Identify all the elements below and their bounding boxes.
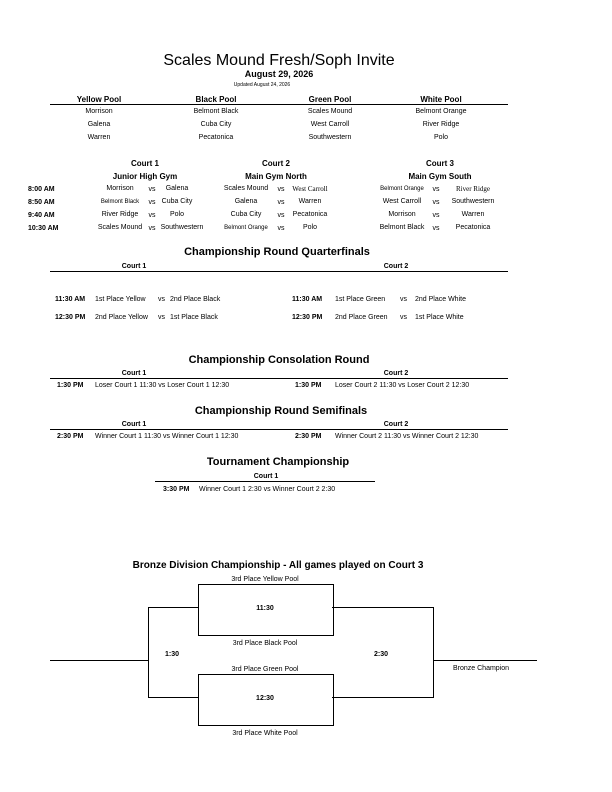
vs-label: vs [277,225,285,232]
seed-label: 3rd Place Yellow Pool [231,576,299,583]
pool-team: River Ridge [422,121,460,128]
pool-name-yellow: Yellow Pool [76,95,122,104]
bracket-game-time: 1:30 [164,651,180,658]
game-description: Loser Court 1 11:30 vs Loser Court 1 12:30 [95,382,230,389]
pool-team: Southwestern [308,134,352,141]
team-name: 2nd Place Yellow [95,314,148,321]
page-title: Scales Mound Fresh/Soph Invite [163,52,395,69]
team-name: River Ridge [455,185,491,193]
bracket-line [148,607,149,697]
vs-label: vs [158,314,165,321]
cons-divider [50,378,508,379]
bronze-champion-label: Bronze Champion [453,665,510,672]
semifinals-title: Championship Round Semifinals [194,405,368,417]
team-name: 1st Place Yellow [95,296,146,303]
game-description: Loser Court 2 11:30 vs Loser Court 2 12:30 [335,382,470,389]
team-name: West Carroll [382,198,422,205]
team-name: Morrison [106,185,134,192]
vs-label: vs [158,296,165,303]
team-name: Cuba City [161,198,193,205]
vs-label: vs [432,186,440,193]
court-1-heading: Court 1 [131,159,159,168]
vs-label: vs [277,186,285,193]
team-name: 1st Place Black [170,314,218,321]
game-time: 2:30 PM [295,433,322,440]
team-name: Pecatonica [455,224,491,231]
team-name: Belmont Black [379,224,425,231]
seed-label: 3rd Place White Pool [232,730,298,737]
court-3-gym: Main Gym South [408,172,472,181]
champ-court-heading: Court 1 [253,473,279,480]
team-name: Southwestern [160,224,204,231]
cons-court-1-heading: Court 1 [121,370,147,377]
pools-divider [50,104,508,105]
pool-name-green: Green Pool [308,95,352,104]
champ-divider [155,481,375,482]
qf-court-2-heading: Court 2 [383,263,409,270]
game-description: Winner Court 1 2:30 vs Winner Court 2 2:30 [199,486,336,493]
game-time: 3:30 PM [163,486,190,493]
game-time: 12:30 PM [55,314,86,321]
bracket-game-time: 2:30 [373,651,389,658]
team-name: 2nd Place Black [170,296,221,303]
championship-title: Tournament Championship [206,456,350,468]
pool-team: Galena [87,121,111,128]
vs-label: vs [432,225,440,232]
vs-label: vs [277,212,285,219]
game-description: Winner Court 1 11:30 vs Winner Court 1 12:30 [95,433,239,440]
vs-label: vs [400,296,407,303]
semi-court-1-heading: Court 1 [121,421,147,428]
team-name: 1st Place White [415,314,464,321]
team-name: Morrison [388,211,416,218]
game-time: 10:30 AM [28,225,59,232]
game-time: 2:30 PM [57,433,84,440]
bracket-line [332,697,434,698]
pool-team: Belmont Orange [415,108,467,115]
pool-team: Pecatonica [198,134,234,141]
bracket-line [433,607,434,697]
game-time: 11:30 AM [55,296,86,303]
vs-label: vs [432,199,440,206]
team-name: Belmont Orange [224,225,268,231]
pool-team: Polo [433,134,449,141]
court-3-heading: Court 3 [426,159,454,168]
qf-court-1-heading: Court 1 [121,263,147,270]
bracket-line [332,607,434,608]
bracket-line [433,660,537,661]
team-name: Cuba City [230,211,262,218]
semi-court-2-heading: Court 2 [383,421,409,428]
vs-label: vs [432,212,440,219]
bracket-line [50,660,148,661]
seed-label: 3rd Place Black Pool [232,640,298,647]
team-name: Belmont Orange [380,186,424,192]
pool-team: Belmont Black [193,108,239,115]
team-name: Scales Mound [97,224,143,231]
team-name: Galena [234,198,258,205]
team-name: Galena [165,185,189,192]
pool-team: West Carroll [310,121,350,128]
pool-team: Scales Mound [307,108,353,115]
vs-label: vs [277,199,285,206]
team-name: 2nd Place White [415,296,466,303]
bronze-title: Bronze Division Championship - All games played on Court 3 [132,560,424,571]
game-time: 8:50 AM [28,199,55,206]
team-name: Southwestern [451,198,495,205]
pool-team: Warren [87,134,111,141]
game-time: 11:30 AM [292,296,323,303]
semi-divider [50,429,508,430]
consolation-title: Championship Consolation Round [188,354,370,366]
team-name: Polo [169,211,185,218]
bracket-line [148,607,199,608]
pool-team: Cuba City [200,121,232,128]
game-time: 9:40 AM [28,212,55,219]
vs-label: vs [148,225,156,232]
team-name: Warren [298,198,322,205]
game-description: Winner Court 2 11:30 vs Winner Court 2 12:30 [335,433,479,440]
game-time: 8:00 AM [28,186,55,193]
team-name: West Carroll [292,185,328,193]
vs-label: vs [148,186,156,193]
pool-name-white: White Pool [420,95,462,104]
team-name: Pecatonica [292,211,328,218]
quarterfinals-title: Championship Round Quarterfinals [184,246,370,258]
team-name: 2nd Place Green [335,314,388,321]
vs-label: vs [148,212,156,219]
game-time: 1:30 PM [295,382,322,389]
team-name: River Ridge [101,211,139,218]
qf-divider [50,271,508,272]
seed-label: 3rd Place Green Pool [231,666,299,673]
pool-team: Morrison [85,108,113,115]
cons-court-2-heading: Court 2 [383,370,409,377]
game-time: 12:30 PM [292,314,323,321]
team-name: Warren [461,211,485,218]
updated-note: Updated August 24, 2026 [233,82,291,88]
team-name: Belmont Black [100,199,140,205]
vs-label: vs [148,199,156,206]
team-name: 1st Place Green [335,296,386,303]
bracket-game-time: 11:30 [256,605,274,612]
event-date: August 29, 2026 [244,69,314,79]
vs-label: vs [400,314,407,321]
team-name: Polo [302,224,318,231]
game-time: 1:30 PM [57,382,84,389]
team-name: Scales Mound [223,185,269,192]
court-1-gym: Junior High Gym [112,172,178,181]
pool-name-black: Black Pool [195,95,237,104]
bracket-line [148,697,199,698]
court-2-heading: Court 2 [262,159,290,168]
court-2-gym: Main Gym North [245,172,307,181]
bracket-game-time: 12:30 [256,695,274,702]
